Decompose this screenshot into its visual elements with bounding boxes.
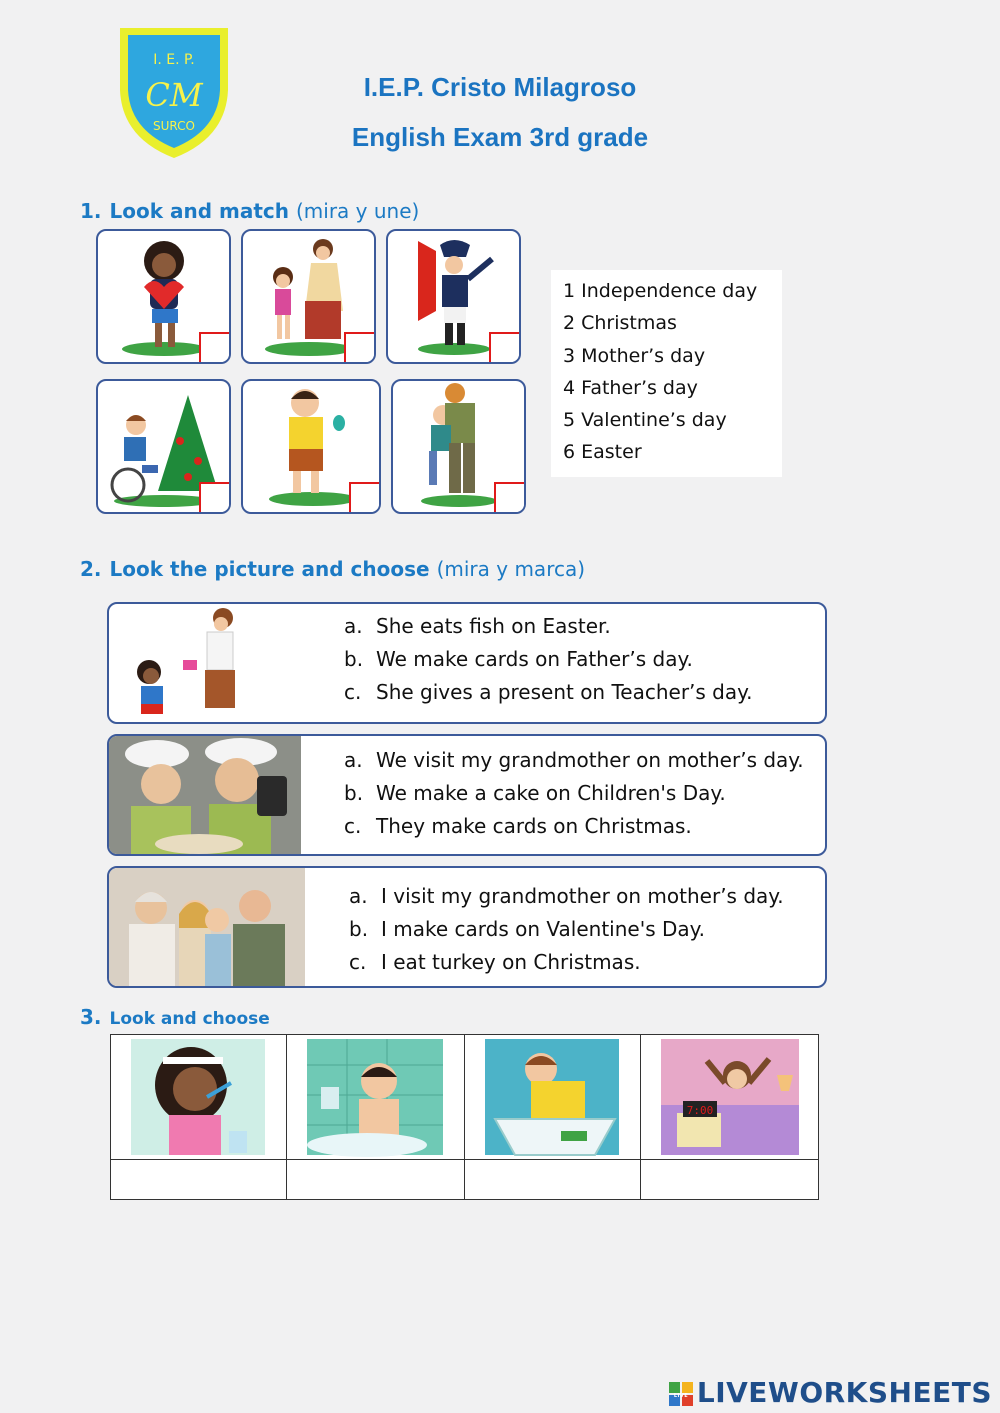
clock-readout: 7:00 <box>686 1104 714 1117</box>
option-a[interactable] <box>344 614 611 638</box>
section1-number: 1. <box>80 199 102 223</box>
option-b[interactable] <box>344 781 726 805</box>
answer-box-6[interactable] <box>494 482 526 514</box>
teacher-gift-illustration <box>113 604 253 722</box>
question-card-1 <box>107 602 827 724</box>
option-text: She gives a present on Teacher’s day. <box>376 680 753 704</box>
option-text: She eats fish on Easter. <box>376 614 611 638</box>
section2-title: Look the picture and choose <box>109 557 430 581</box>
answer-cell[interactable] <box>111 1160 287 1200</box>
option-text: I make cards on Valentine's Day. <box>381 917 705 941</box>
boy-taking-shower-illustration <box>287 1035 464 1159</box>
legend-item: 6 Easter <box>563 441 642 463</box>
answer-box-5[interactable] <box>349 482 381 514</box>
option-b[interactable] <box>344 647 693 671</box>
answer-cell[interactable] <box>465 1160 641 1200</box>
school-name: I.E.P. Cristo Milagroso <box>363 72 637 102</box>
picture-cell <box>465 1035 641 1160</box>
picture-cell <box>641 1035 819 1160</box>
girl-waking-up-illustration <box>641 1035 818 1159</box>
school-logo <box>114 20 234 160</box>
section1-title: Look and match <box>109 199 290 223</box>
question-card-3 <box>107 866 827 988</box>
option-text: We make cards on Father’s day. <box>376 647 693 671</box>
section2-paren: (mira y marca) <box>436 557 586 581</box>
exam-title: English Exam 3rd grade <box>351 122 649 152</box>
option-letter: b. <box>344 781 364 805</box>
option-text: I visit my grandmother on mother’s day. <box>381 884 784 908</box>
logo-top-text: I. E. P. <box>153 52 195 68</box>
option-text: I eat turkey on Christmas. <box>381 950 641 974</box>
option-a[interactable] <box>349 884 784 908</box>
section3-number: 3. <box>80 1005 102 1029</box>
option-letter: b. <box>349 917 369 941</box>
brand-logo-icon <box>669 1382 693 1406</box>
match-picture-4 <box>96 379 231 514</box>
answer-box-4[interactable] <box>199 482 231 514</box>
match-picture-5 <box>241 379 381 514</box>
match-picture-1 <box>96 229 231 364</box>
option-c[interactable] <box>344 814 692 838</box>
section1-paren: (mira y une) <box>295 199 420 223</box>
option-text: We make a cake on Children's Day. <box>376 781 726 805</box>
liveworksheets-brand <box>669 1376 992 1409</box>
match-picture-3 <box>386 229 521 364</box>
legend-item: 5 Valentine’s day <box>563 409 727 431</box>
section2-heading <box>80 557 585 581</box>
option-b[interactable] <box>349 917 705 941</box>
family-selfie-photo <box>109 868 305 986</box>
routine-table <box>110 1034 819 1200</box>
option-letter: c. <box>344 680 362 704</box>
section3-heading <box>80 1005 270 1029</box>
boy-washing-face-illustration <box>465 1035 640 1159</box>
answer-cell[interactable] <box>641 1160 819 1200</box>
answer-box-1[interactable] <box>199 332 231 364</box>
picture-cell <box>287 1035 465 1160</box>
legend-item: 1 Independence day <box>563 280 758 302</box>
section1-heading <box>80 199 419 223</box>
logo-monogram: CM <box>145 76 203 114</box>
option-text: We visit my grandmother on mother’s day. <box>376 748 804 772</box>
option-letter: a. <box>349 884 368 908</box>
option-letter: b. <box>344 647 364 671</box>
match-picture-6 <box>391 379 526 514</box>
option-letter: a. <box>344 614 363 638</box>
option-letter: c. <box>344 814 362 838</box>
legend-item: 2 Christmas <box>563 312 677 334</box>
brand-logo-text: LIVE <box>673 1393 689 1399</box>
option-letter: a. <box>344 748 363 772</box>
brand-text: LIVEWORKSHEETS <box>696 1376 992 1409</box>
girl-brushing-teeth-illustration <box>111 1035 286 1159</box>
answer-box-3[interactable] <box>489 332 521 364</box>
question-card-2 <box>107 734 827 856</box>
section2-number: 2. <box>80 557 102 581</box>
legend-item: 3 Mother’s day <box>563 345 706 367</box>
option-c[interactable] <box>344 680 752 704</box>
holiday-legend <box>551 270 782 477</box>
logo-bottom-text: SURCO <box>153 119 195 133</box>
option-a[interactable] <box>344 748 804 772</box>
legend-item: 4 Father’s day <box>563 377 698 399</box>
option-c[interactable] <box>349 950 641 974</box>
option-text: They make cards on Christmas. <box>376 814 692 838</box>
picture-cell <box>111 1035 287 1160</box>
answer-cell[interactable] <box>287 1160 465 1200</box>
match-picture-2 <box>241 229 376 364</box>
section3-title: Look and choose <box>109 1009 270 1029</box>
kids-baking-photo <box>109 736 301 854</box>
answer-box-2[interactable] <box>344 332 376 364</box>
option-letter: c. <box>349 950 367 974</box>
